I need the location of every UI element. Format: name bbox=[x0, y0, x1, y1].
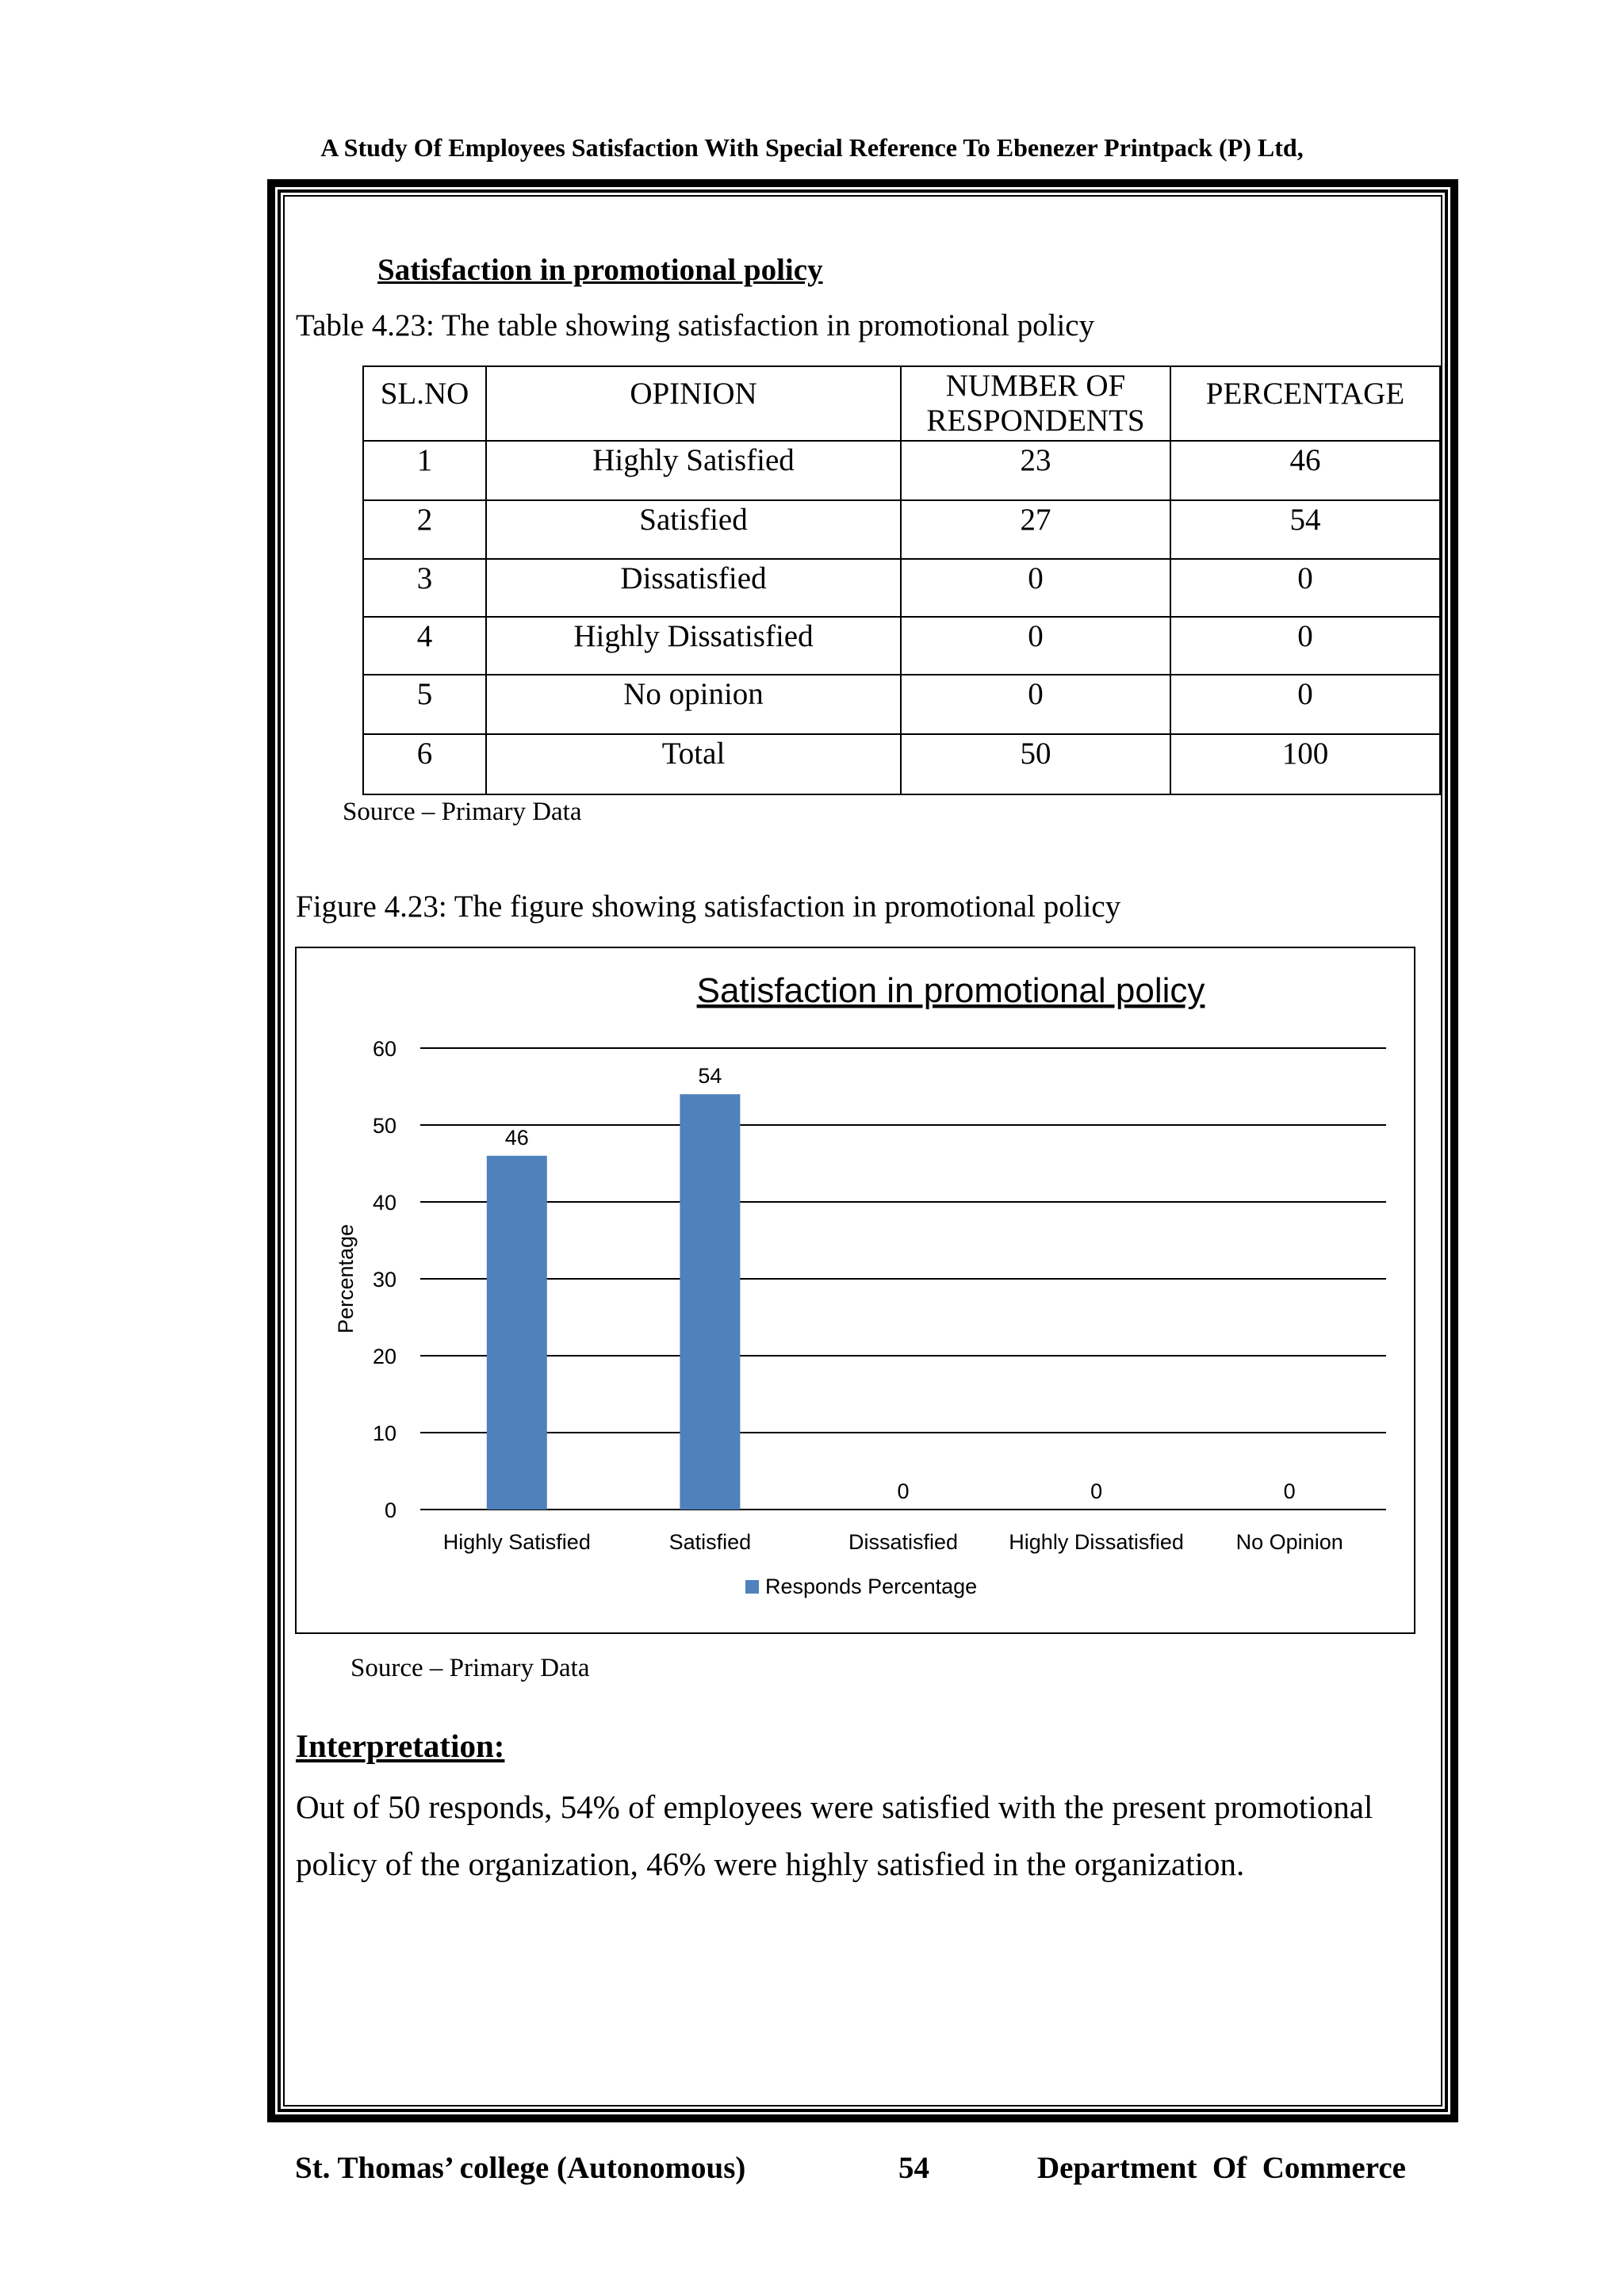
table-row bbox=[363, 500, 1440, 559]
cell-slno: 3 bbox=[363, 559, 486, 617]
section-title: Satisfaction in promotional policy bbox=[377, 253, 823, 287]
table-source: Source – Primary Data bbox=[343, 798, 582, 826]
cell-slno: 6 bbox=[363, 734, 486, 794]
legend-swatch bbox=[745, 1580, 759, 1594]
footer-department: Department Of Commerce bbox=[1037, 2151, 1406, 2185]
cell-respondents: 0 bbox=[901, 617, 1170, 675]
cell-opinion: Highly Satisfied bbox=[486, 441, 901, 500]
header-opinion: OPINION bbox=[486, 366, 901, 441]
cell-opinion: Satisfied bbox=[486, 500, 901, 559]
cell-opinion: Highly Dissatisfied bbox=[486, 617, 901, 675]
table-row bbox=[363, 675, 1440, 734]
header-percentage: PERCENTAGE bbox=[1170, 366, 1440, 441]
header-slno: SL.NO bbox=[363, 366, 486, 441]
footer-college: St. Thomas’ college (Autonomous) bbox=[295, 2151, 746, 2185]
running-header: A Study Of Employees Satisfaction With Special Reference To Ebenezer Printpack (P) Ltd, bbox=[320, 133, 1304, 162]
x-tick-label: No Opinion bbox=[1235, 1530, 1343, 1554]
cell-percentage: 0 bbox=[1170, 617, 1440, 675]
footer-page-number: 54 bbox=[898, 2151, 929, 2185]
header-respondents bbox=[901, 366, 1170, 441]
figure-source: Source – Primary Data bbox=[350, 1654, 590, 1682]
y-tick-label: 0 bbox=[384, 1498, 396, 1522]
table-row-total bbox=[363, 734, 1440, 794]
x-tick-label: Dissatisfied bbox=[848, 1530, 959, 1554]
bar-highly-satisfied bbox=[487, 1156, 547, 1510]
cell-opinion: Total bbox=[486, 734, 901, 794]
table-row bbox=[363, 441, 1440, 500]
figure-caption: Figure 4.23: The figure showing satisfaction in promotional policy bbox=[296, 890, 1121, 924]
y-axis-label: Percentage bbox=[334, 1223, 358, 1334]
x-tick-label: Satisfied bbox=[668, 1530, 752, 1554]
cell-respondents: 27 bbox=[901, 500, 1170, 559]
cell-respondents: 23 bbox=[901, 441, 1170, 500]
chart-title: Satisfaction in promotional policy bbox=[696, 971, 1205, 1010]
chart-canvas bbox=[297, 948, 1414, 1632]
header-respondents-line2: RESPONDENTS bbox=[926, 404, 1145, 438]
y-tick-label: 20 bbox=[372, 1345, 396, 1368]
cell-opinion: Dissatisfied bbox=[486, 559, 901, 617]
y-tick-label: 40 bbox=[372, 1191, 396, 1215]
cell-percentage: 54 bbox=[1170, 500, 1440, 559]
cell-slno: 2 bbox=[363, 500, 486, 559]
cell-percentage: 0 bbox=[1170, 559, 1440, 617]
y-tick-label: 10 bbox=[372, 1422, 396, 1445]
interpretation-title: Interpretation: bbox=[296, 1728, 505, 1764]
cell-percentage: 100 bbox=[1170, 734, 1440, 794]
x-tick-label: Highly Satisfied bbox=[442, 1530, 591, 1554]
x-tick-label: Highly Dissatisfied bbox=[1009, 1530, 1184, 1554]
satisfaction-table bbox=[362, 365, 1441, 795]
cell-slno: 5 bbox=[363, 675, 486, 734]
cell-percentage: 46 bbox=[1170, 441, 1440, 500]
cell-respondents: 0 bbox=[901, 559, 1170, 617]
table-header-row bbox=[363, 366, 1440, 441]
cell-slno: 1 bbox=[363, 441, 486, 500]
cell-percentage: 0 bbox=[1170, 675, 1440, 734]
data-label: 0 bbox=[897, 1479, 910, 1503]
table-row bbox=[363, 617, 1440, 675]
data-label: 0 bbox=[1090, 1479, 1103, 1503]
data-label: 0 bbox=[1283, 1479, 1296, 1503]
bar-satisfied bbox=[680, 1094, 740, 1510]
legend-label: Responds Percentage bbox=[765, 1575, 978, 1598]
header-respondents-line1: NUMBER OF bbox=[945, 369, 1126, 403]
cell-opinion: No opinion bbox=[486, 675, 901, 734]
data-label: 54 bbox=[698, 1064, 722, 1089]
bar-chart bbox=[295, 947, 1415, 1634]
data-label: 46 bbox=[504, 1125, 529, 1150]
cell-respondents: 50 bbox=[901, 734, 1170, 794]
cell-slno: 4 bbox=[363, 617, 486, 675]
y-tick-label: 30 bbox=[372, 1268, 396, 1292]
table-row bbox=[363, 559, 1440, 617]
cell-respondents: 0 bbox=[901, 675, 1170, 734]
table-caption: Table 4.23: The table showing satisfaction in promotional policy bbox=[296, 308, 1095, 342]
y-tick-label: 60 bbox=[372, 1037, 396, 1061]
y-tick-label: 50 bbox=[372, 1114, 396, 1138]
interpretation-text: Out of 50 responds, 54% of employees were satisfied with the present promotional policy of the organization, 46% were highly satisfied in the organization. bbox=[296, 1789, 1373, 1882]
